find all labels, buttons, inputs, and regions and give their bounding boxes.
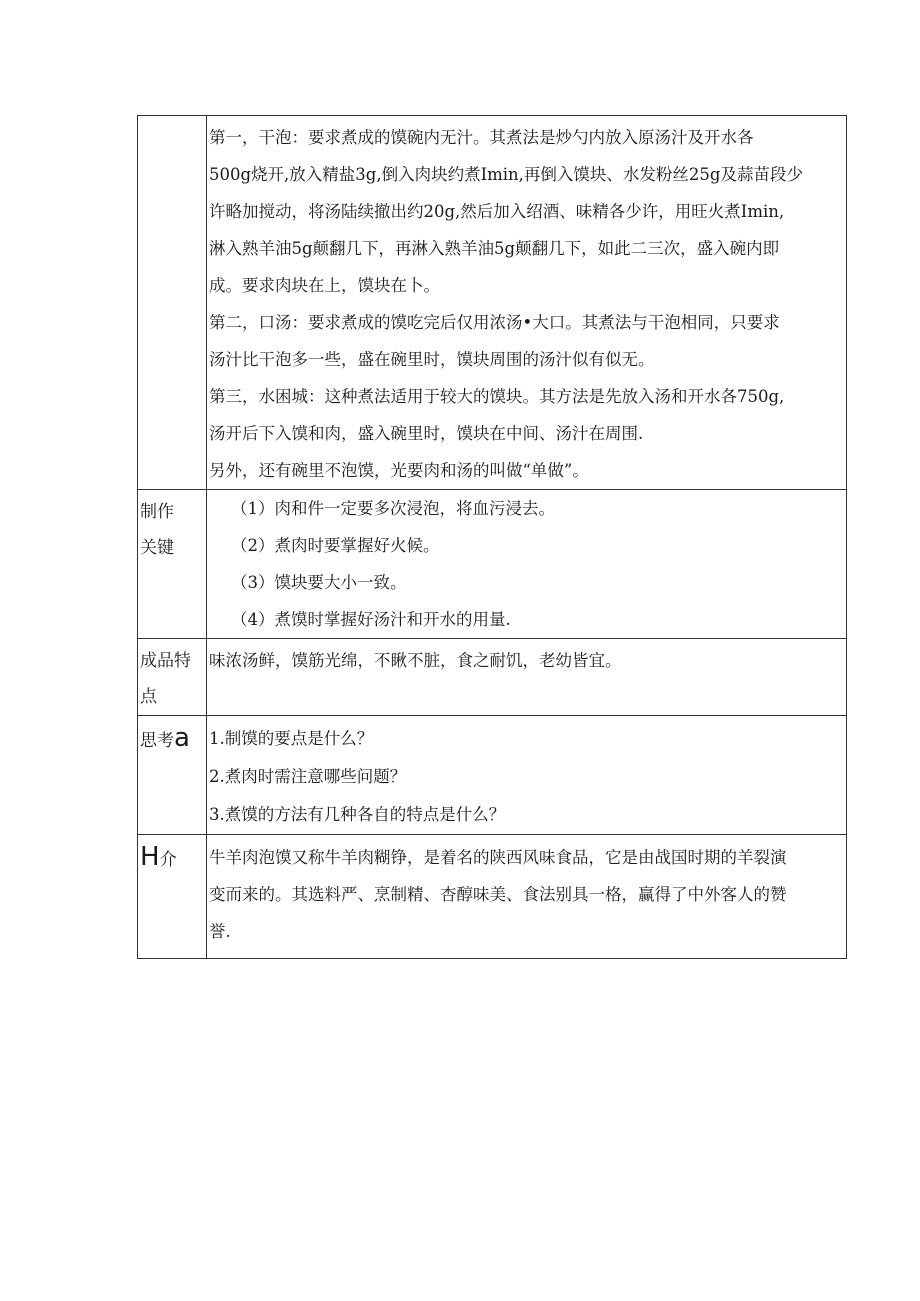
keys-label-line2: 关键 — [140, 538, 174, 558]
questions-row — [138, 716, 847, 835]
method-line: 第一，干泡：要求煮成的馍碗内无汁。其煮法是炒勺内放入原汤汁及开水各 — [209, 128, 754, 147]
intro-line: 变而来的。其选料严、烹制精、杏醇味美、食法别具一格，赢得了中外客人的赞 — [209, 885, 787, 904]
intro-line: 牛羊肉泡馍又称牛羊肉糊铮，是着名的陕西风味食品，它是由战国时期的羊裂演 — [209, 848, 787, 867]
method-line: 汤汁比干泡多一些，盛在碗里时，馍块周围的汤汁似有似无。 — [209, 350, 655, 369]
keys-label-line1: 制作 — [140, 502, 174, 522]
intro-line: 誉. — [209, 922, 231, 941]
question-item: 1.制馍的要点是什么？ — [209, 729, 374, 748]
method-line: 500g烧开,放入精盐3g,倒入肉块约煮Imin,再倒入馍块、水发粉丝25g及蒜苗段少 — [209, 165, 803, 184]
intro-label-glyph: H — [140, 842, 160, 872]
recipe-table — [137, 115, 847, 959]
intro-label-text: 介 — [159, 850, 177, 870]
questions-label — [140, 720, 206, 759]
method-line: 淋入熟羊油5g颠翻几下，再淋入熟羊油5g颠翻几下，如此二三次，盛入碗内即 — [209, 239, 780, 258]
keys-label-cell — [138, 490, 207, 639]
questions-label-text: 思考 — [140, 731, 174, 751]
method-line: 成。要求肉块在上，馍块在卜。 — [209, 276, 440, 295]
keys-row — [138, 490, 847, 639]
questions-label-glyph: a — [174, 723, 190, 753]
method-line: 汤开后下入馍和肉，盛入碗里时，馍块在中间、汤汁在周围. — [209, 424, 644, 443]
key-item: （1）肉和件一定要多次浸泡，将血污浸去。 — [231, 499, 555, 518]
key-item: （4）煮馍时掌握好汤汁和开水的用量. — [231, 610, 511, 629]
intro-label-cell — [138, 835, 207, 959]
key-item: （3）馍块要大小一致。 — [231, 573, 407, 592]
features-text: 味浓汤鲜，馍筋光绵，不瞅不脏，食之耐饥，老幼皆宜。 — [209, 651, 622, 670]
intro-content-cell — [207, 835, 847, 959]
method-line: 许略加搅动，将汤陆续撤出约20g,然后加入绍酒、味精各少许，用旺火煮Imin, — [209, 202, 785, 221]
features-row — [138, 639, 847, 716]
features-content-cell — [207, 639, 847, 716]
question-item: 3.煮馍的方法有几种各自的特点是什么？ — [209, 805, 506, 824]
questions-content-cell — [207, 716, 847, 835]
method-row — [138, 116, 847, 490]
method-line: 第三，水困城：这种煮法适用于较大的馍块。其方法是先放入汤和开水各750g, — [209, 387, 785, 406]
questions-label-cell — [138, 716, 207, 835]
method-content-cell — [207, 116, 847, 490]
intro-label — [140, 839, 206, 878]
keys-content-cell — [207, 490, 847, 639]
features-label-cell — [138, 639, 207, 716]
method-line: 另外，还有碗里不泡馍，光要肉和汤的叫做“单做”。 — [209, 461, 589, 480]
features-label-line1: 成品特 — [140, 651, 191, 671]
question-item: 2.煮肉时需注意哪些问题？ — [209, 767, 407, 786]
method-line: 第二，口汤：要求煮成的馍吃完后仅用浓汤•大口。其煮法与干泡相同，只要求 — [209, 313, 780, 332]
key-item: （2）煮肉时要掌握好火候。 — [231, 536, 440, 555]
intro-row — [138, 835, 847, 959]
method-label-cell — [138, 116, 207, 490]
features-label-line2: 点 — [140, 687, 157, 707]
